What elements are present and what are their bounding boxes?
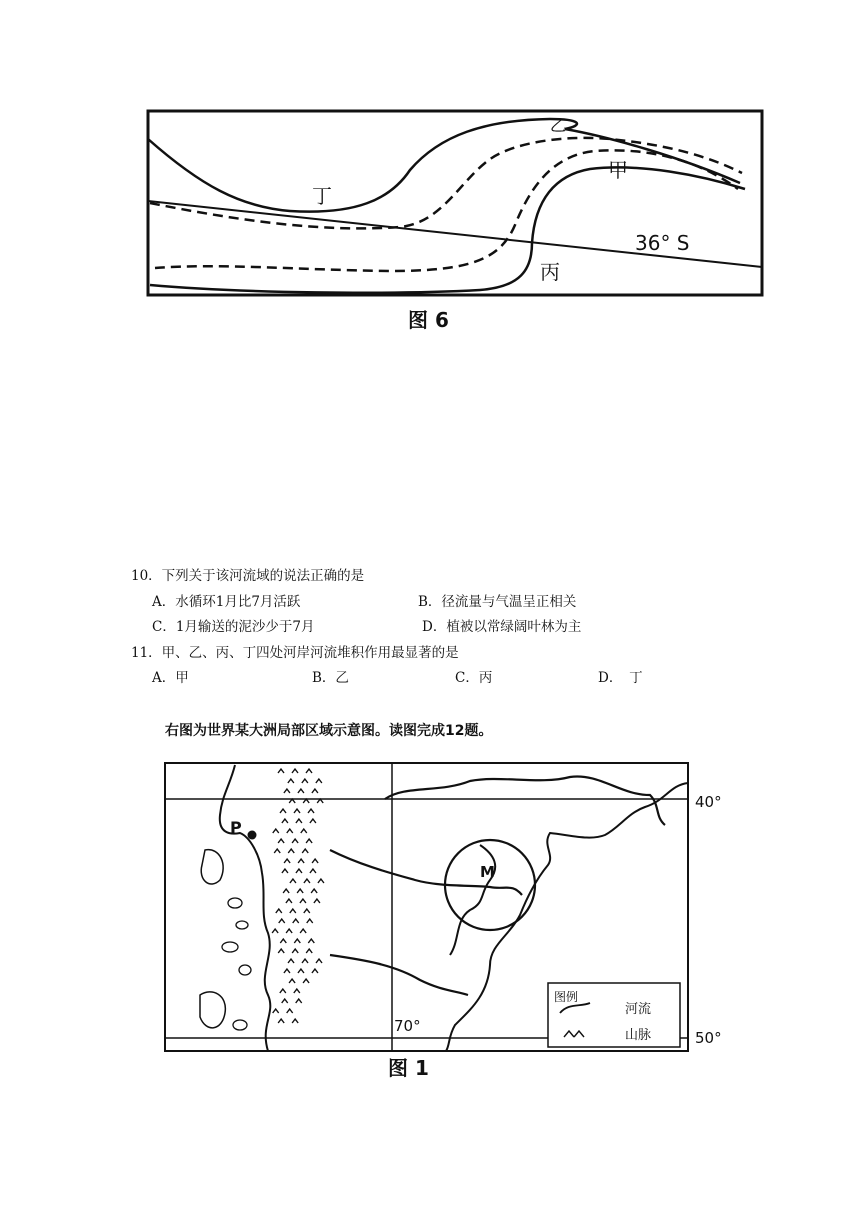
q11-option-c: C．丙 <box>455 670 493 686</box>
island-4 <box>222 942 238 952</box>
legend-river-label: 河流 <box>625 1002 652 1017</box>
legend-title: 图例 <box>554 990 579 1004</box>
label-jia: 甲 <box>608 158 628 182</box>
figure-1-caption: 图 1 <box>388 1056 429 1080</box>
island-7 <box>233 1020 247 1030</box>
label-lat-50: 50° <box>695 1029 722 1047</box>
label-latitude: 36° S <box>635 231 690 255</box>
q10-option-a: A．水循环1月比7月活跃 <box>152 594 301 610</box>
island-5 <box>239 965 251 975</box>
river-bank-upper <box>148 119 577 212</box>
q10-option-b: B．径流量与气温呈正相关 <box>418 594 577 610</box>
q11-option-d: D． 丁 <box>598 670 643 686</box>
label-yi: 乙 <box>550 116 567 135</box>
mountain-symbols <box>272 769 324 1023</box>
q10-option-c: C．1月输送的泥沙少于7月 <box>152 619 315 635</box>
island-1 <box>201 850 223 884</box>
river-3 <box>450 845 495 955</box>
label-lat-40: 40° <box>695 793 722 811</box>
label-m: M <box>480 863 495 881</box>
island-6 <box>200 992 225 1028</box>
q11-option-b: B．乙 <box>312 670 349 686</box>
figure-6 <box>140 105 770 340</box>
island-3 <box>236 921 248 929</box>
legend-mountain-label: 山脉 <box>625 1028 652 1043</box>
question-12-intro: 右图为世界某大洲局部区域示意图。读图完成12题。 <box>165 723 493 739</box>
figure-6-caption: 图 6 <box>408 308 449 332</box>
label-bing: 丙 <box>540 260 560 284</box>
q11-option-a: A．甲 <box>152 670 189 686</box>
island-2 <box>228 898 242 908</box>
label-ding: 丁 <box>312 184 332 208</box>
mountain-range <box>272 769 324 1023</box>
label-p: P <box>230 818 242 837</box>
river-4 <box>330 955 468 995</box>
q10-option-d: D．植被以常绿阔叶林为主 <box>422 619 582 635</box>
question-10-stem: 10．下列关于该河流域的说法正确的是 <box>131 568 365 584</box>
point-p <box>248 831 257 840</box>
coastline <box>220 765 271 1051</box>
label-lon-70: 70° <box>394 1017 421 1035</box>
river-1 <box>385 777 665 825</box>
figure-1-map <box>150 755 740 1085</box>
question-11-stem: 11．甲、乙、丙、丁四处河岸河流堆积作用最显著的是 <box>131 645 459 661</box>
